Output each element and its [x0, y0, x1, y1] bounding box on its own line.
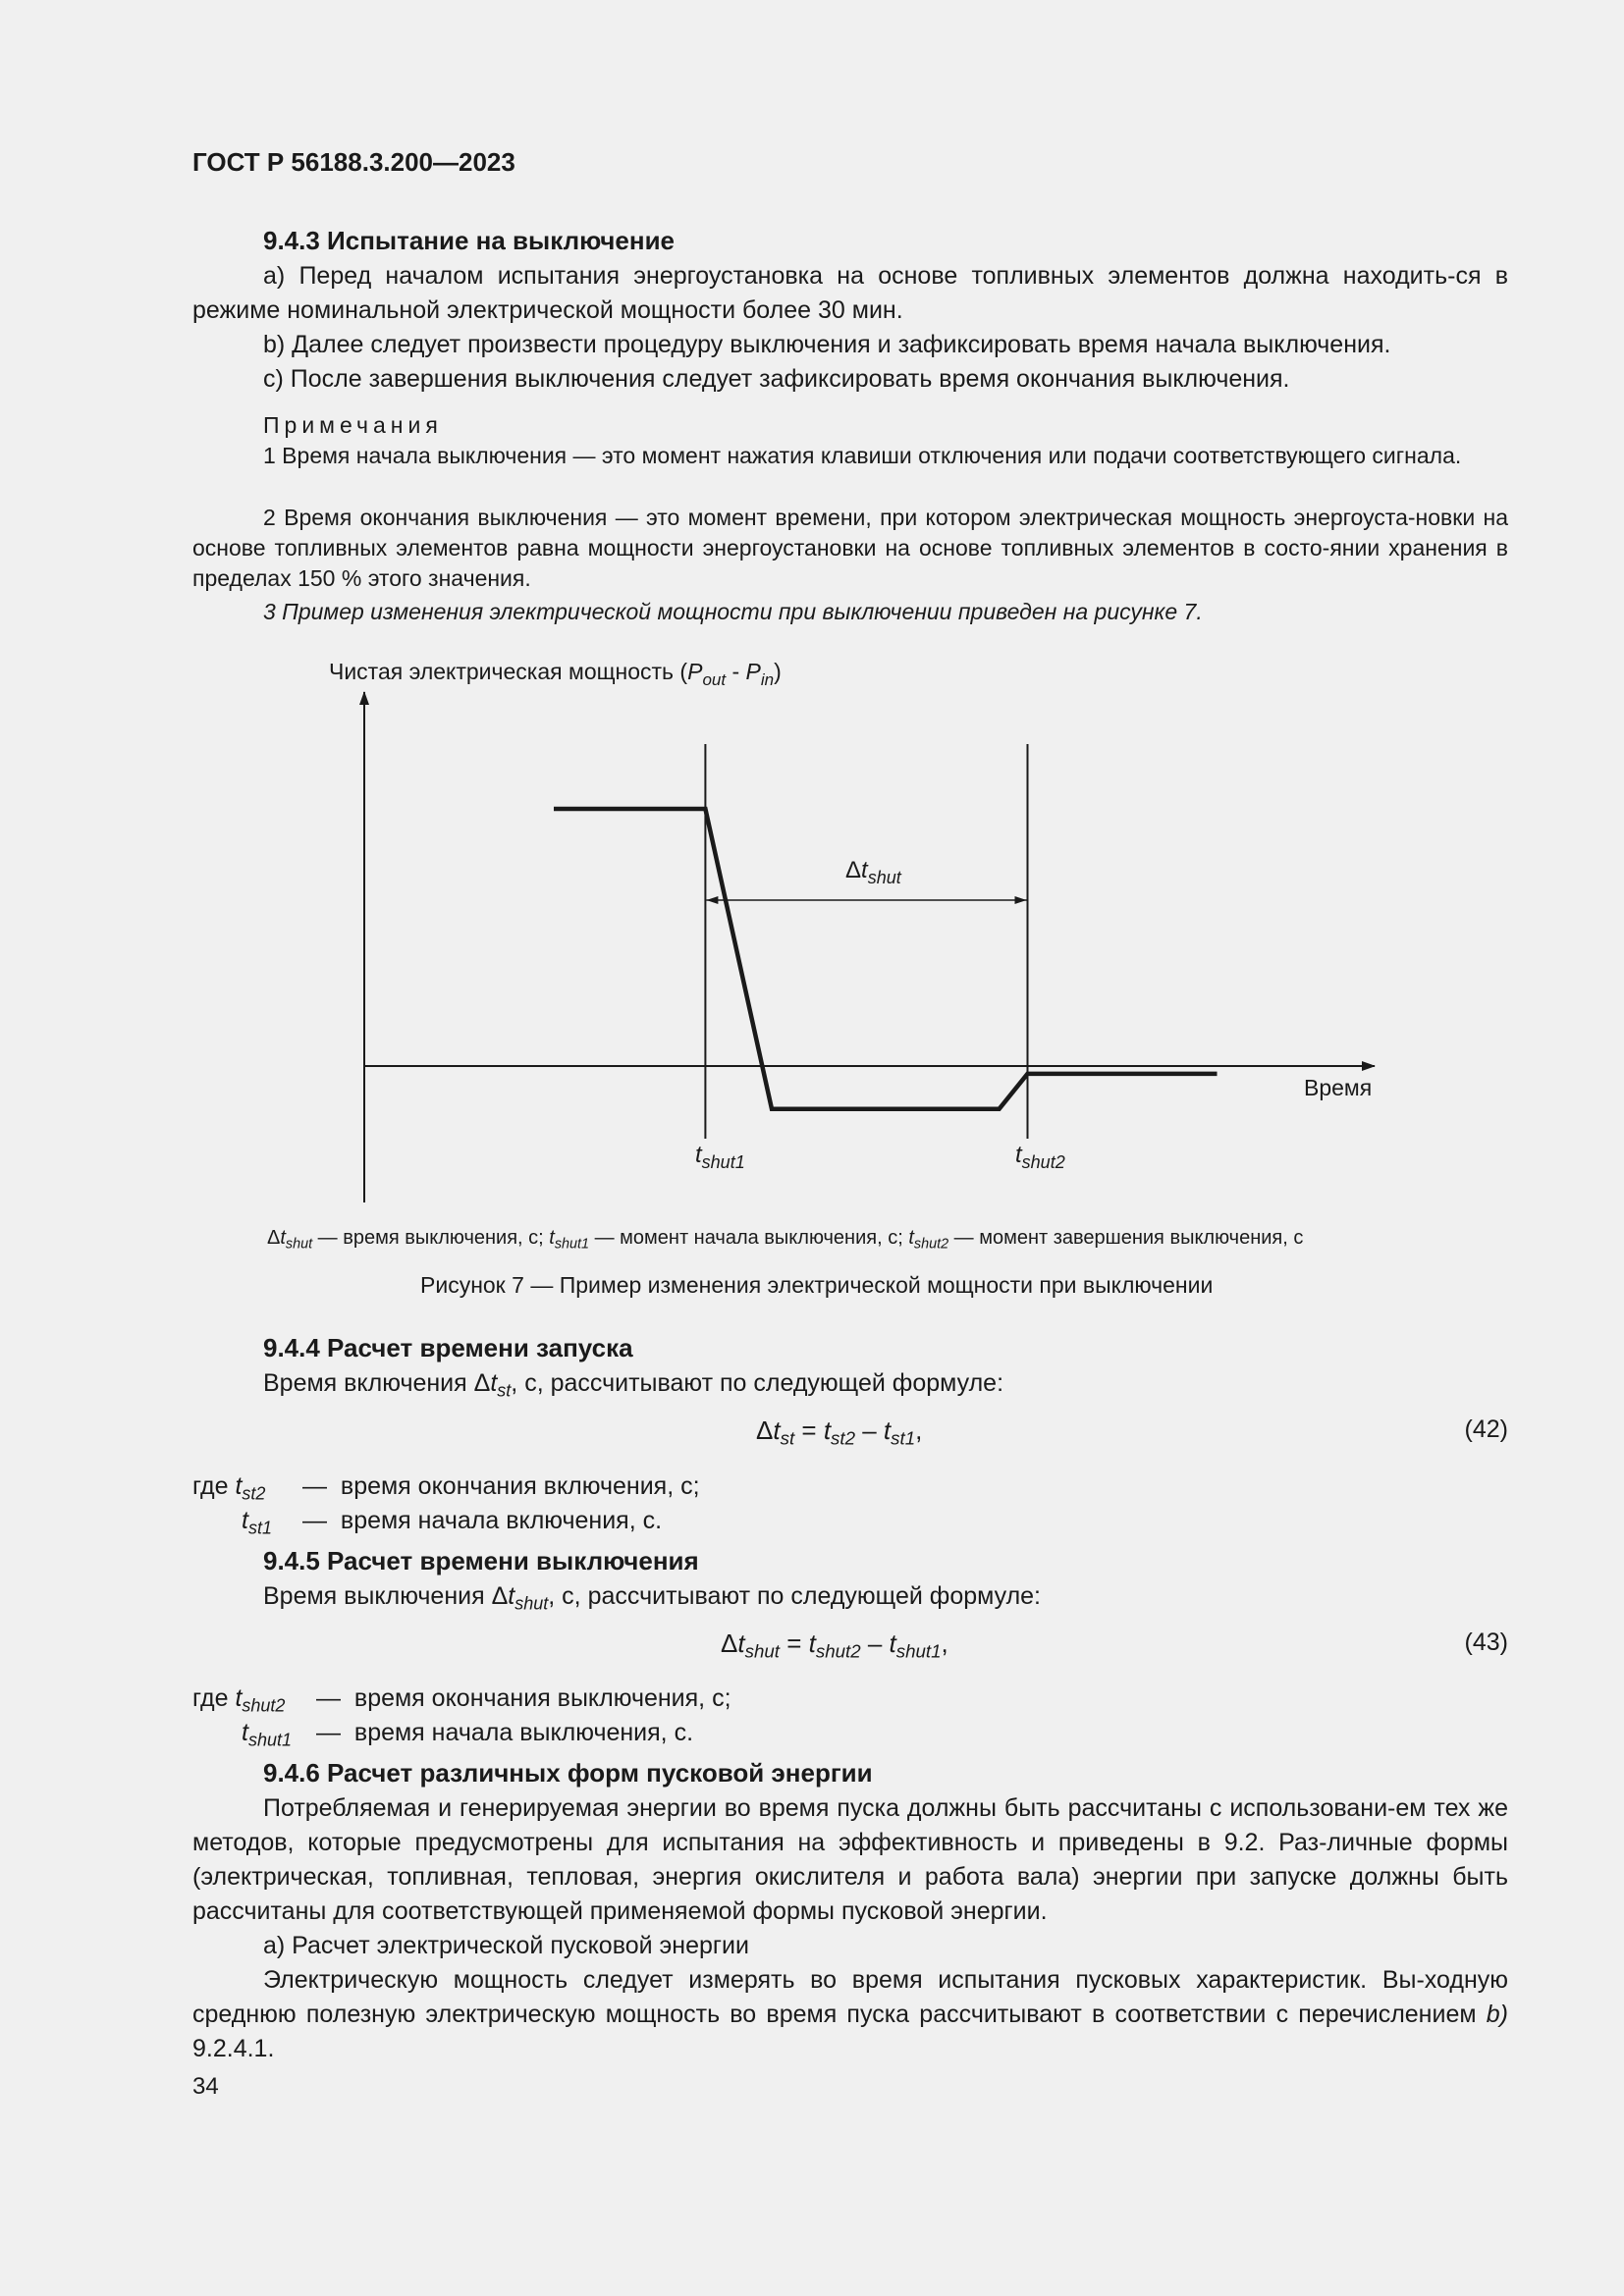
s943-item-a: а) Перед началом испытания энергоустановка на основе топливных элементов должна находить-ся в режиме номинальной электрической мощности более 30 мин. — [192, 262, 1508, 324]
s946-paragraph-1: Потребляемая и генерируемая энергии во время пуска должны быть рассчитаны с использовани-ем тех же методов, которые предусмотрены для испытания на эффективность и приведены в 9.2. Раз-личные формы (электрическая, топливная, тепловая, энергия окислителя и работа вала) энергии при запуске должны быть рассчитаны для соответствующей применяемой формы пусковой энергии. — [192, 1794, 1508, 1925]
standard-number: ГОСТ Р 56188.3.200—2023 — [192, 147, 515, 177]
s946-item-a: а) Расчет электрической пусковой энергии — [263, 1932, 749, 1959]
y-axis-label: Чистая электрическая мощность $(P_{out} - P_{in})$ — [329, 659, 782, 689]
s943-item-b: b) Далее следует произвести процедуру выключения и зафиксировать время начала выключения. — [263, 331, 1391, 358]
section-944-heading: 9.4.4 Расчет времени запуска — [263, 1333, 633, 1362]
s946-paragraph-2: Электрическую мощность следует измерять во время испытания пусковых характеристик. Вы-ходную среднюю полезную электрическую мощность во время пуска рассчитывают в соответствии с перечислением b) 9.2.4.1. — [192, 1966, 1508, 2062]
s945-where-2: $t_{shut1}$ — [242, 1719, 292, 1750]
page-number: 34 — [192, 2073, 219, 2100]
series-net-power — [554, 809, 1218, 1109]
notes-label: Примечания — [263, 412, 443, 438]
equation-number-43: (43) — [1464, 1629, 1508, 1656]
tshut2-label: $t_{shut2}$ — [1015, 1142, 1065, 1172]
equation-number-42: (42) — [1464, 1415, 1508, 1443]
note-2: 2 Время окончания выключения — это момент времени, при котором электрическая мощность энергоуста-новки на основе топливных элементов равна мощности энергоустановки на основе топливных элементов в состо-янии хранения в пределах 150 % этого значения. — [192, 505, 1508, 591]
s944-where-1: где $t_{st2}$ — [192, 1472, 266, 1504]
s944-where-2: $t_{st1}$ — [242, 1507, 272, 1538]
x-axis-label: Время — [1304, 1075, 1373, 1100]
s945-intro: Время выключения $\Delta t_{shut}$, с, рассчитывают по следующей формуле: — [263, 1582, 1042, 1614]
note-1: 1 Время начала выключения — это момент нажатия клавиши отключения или подачи соответствующего сигнала. — [263, 443, 1462, 468]
s945-where-1: где $t_{shut2}$ — [192, 1684, 286, 1716]
section-946-heading: 9.4.6 Расчет различных форм пусковой энергии — [263, 1758, 873, 1788]
tshut1-label: $t_{shut1}$ — [695, 1142, 745, 1172]
s945-where-2-desc: — время начала выключения, с. — [316, 1719, 694, 1746]
formula-43: $\Delta t_{shut} = t_{shut2} - t_{shut1}$, — [721, 1629, 948, 1662]
figure-legend: $\Delta t_{shut}$ — время выключения, с; $t_{shut1}$ — момент начала выключения, с; $t_{shut2}$ — момент завершения выключения, с — [267, 1227, 1304, 1253]
s945-where-1-desc: — время окончания выключения, с; — [316, 1684, 731, 1712]
s944-where-2-desc: — время начала включения, с. — [302, 1507, 663, 1534]
section-943-heading: 9.4.3 Испытание на выключение — [263, 226, 676, 255]
section-945-heading: 9.4.5 Расчет времени выключения — [263, 1546, 699, 1575]
note-3: 3 Пример изменения электрической мощности при выключении приведен на рисунке 7. — [263, 599, 1203, 624]
figure-caption: Рисунок 7 — Пример изменения электрической мощности при выключении — [420, 1272, 1214, 1298]
delta-tshut-label: $\Delta t_{shut}$ — [845, 857, 901, 887]
s944-where-1-desc: — время окончания включения, с; — [302, 1472, 700, 1500]
s944-intro: Время включения $\Delta t_{st}$, с, рассчитывают по следующей формуле: — [263, 1369, 1004, 1401]
formula-42: $\Delta t_{st} = t_{st2} - t_{st1}$, — [756, 1415, 923, 1449]
s943-item-c: с) После завершения выключения следует зафиксировать время окончания выключения. — [263, 365, 1290, 393]
